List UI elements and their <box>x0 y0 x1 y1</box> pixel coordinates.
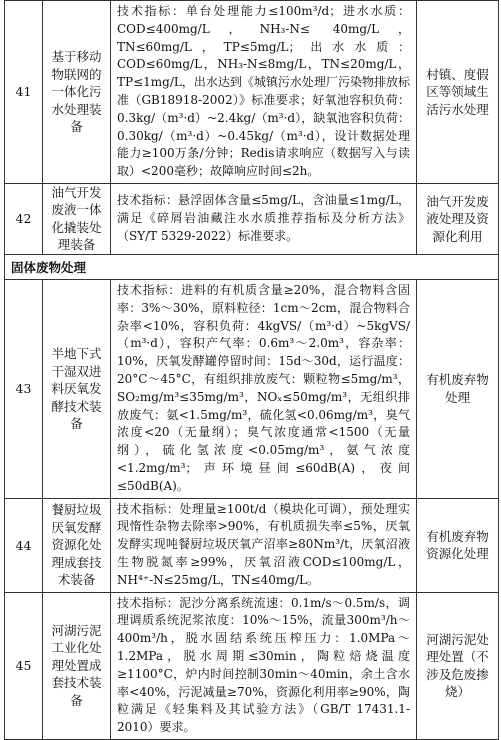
equipment-name: 河湖污泥工业化处理处置成套技术装备 <box>43 592 111 739</box>
application-field: 油气开发废液处理及资源化利用 <box>417 183 499 254</box>
table-row <box>5 498 499 592</box>
row-number: 44 <box>5 498 43 592</box>
application-field: 村镇、度假区等领域生活污水处理 <box>417 1 499 184</box>
application-field: 河湖污泥处理处置（不涉及危废掺烧） <box>417 592 499 739</box>
table-row <box>5 183 499 254</box>
row-number: 42 <box>5 183 43 254</box>
equipment-name: 半地下式干湿双进料厌氧发酵技术装备 <box>43 279 111 498</box>
technical-indicators: 技术指标：单台处理能力≤100m³/d；进水水质：COD≤400mg/L，NH₃-N≤ 40mg/L，TN≤60mg/L，TP≤5mg/L；出水水质：COD≤60mg/L，NH₃-N≤8mg/L，TN≤20mg/L，TP≤1mg/L，出水达到《城镇污水处理厂污染物排放标准（GB18918-2002）》标准要求；好氧池容积负荷：0.3kg/（m³·d）~2.4kg/（m³·d），缺氧池容积负荷：0.30kg/（m³·d）~0.45kg/（m³·d），设计数据处理能力≥100万条/分钟；Redis请求响应（数据写入与读取）<200毫秒；故障响应时间≤2h。 <box>111 1 417 184</box>
table-row <box>5 1 499 184</box>
equipment-name: 餐厨垃圾厌氧发酵资源化处理成套技术装备 <box>43 498 111 592</box>
technical-indicators: 技术指标：处理量≥100t/d（模块化可调），预处理实现惰性杂物去除率>90%，有机质损失率≤5%，厌氧发酵实现吨餐厨垃圾厌氧产沼率≥80Nm³/t，厌氧沼液生物脱氮率≥99%，厌氧沼液COD≤100mg/L，NH⁴⁺-N≤25mg/L，TN≤40mg/L。 <box>111 498 417 592</box>
technology-table <box>4 0 499 740</box>
technical-indicators: 技术指标：泥沙分离系统流速：0.1m/s～0.5m/s，调理调质系统泥浆浓度：10%～15%，流量300m³/h～400m³/h，脱水固结系统压榨压力：1.0MPa～1.2MPa，脱水周期≤30min，陶粒焙烧温度≥1100°C，炉内时间控制30min～40min，余土含水率<40%，污泥减量≥70%，资源化利用率≥90%，陶粒满足《轻集料及其试验方法》（GB/T 17431.1-2010）要求。 <box>111 592 417 739</box>
application-field: 有机废弃物资源化处理 <box>417 498 499 592</box>
application-field: 有机废弃物处理 <box>417 279 499 498</box>
technical-indicators: 技术指标：悬浮固体含量≤5mg/L，含油量≤1mg/L，满足《碎屑岩油藏注水水质推荐指标及分析方法》（SY/T 5329-2022）标准要求。 <box>111 183 417 254</box>
table-row <box>5 592 499 739</box>
row-number: 41 <box>5 1 43 184</box>
section-title: 固体废物处理 <box>5 254 499 279</box>
equipment-name: 基于移动物联网的一体化污水处理装备 <box>43 1 111 184</box>
table-row <box>5 279 499 498</box>
row-number: 45 <box>5 592 43 739</box>
section-header-row <box>5 254 499 279</box>
row-number: 43 <box>5 279 43 498</box>
equipment-name: 油气开发废液一体化撬装处理装备 <box>43 183 111 254</box>
technical-indicators: 技术指标：进料的有机质含量≥20%，混合物料含固率：3%～30%，原料粒径：1cm～2cm，混合物料合杂率<10%，容积负荷：4kgVS/（m³·d）~5kgVS/（m³·d），容积产气率：0.6m³～2.0m³，容杂率：10%，厌氧发酵罐停留时间：15d～30d，运行温度：20°C～45°C，有组织排放废气：颗粒物≤5mg/m³，SO₂mg/m³≤35mg/m³，NOₓ≤50mg/m³，无组织排放废气：氨<1.5mg/m³，硫化氢<0.06mg/m³，臭气浓度<20（无量纲）；臭气浓度通常<1500（无量纲），硫化氢浓度<0.05mg/m³，氨气浓度<1.2mg/m³；声环境昼间≤60dB(A)，夜间≤50dB(A)。 <box>111 279 417 498</box>
